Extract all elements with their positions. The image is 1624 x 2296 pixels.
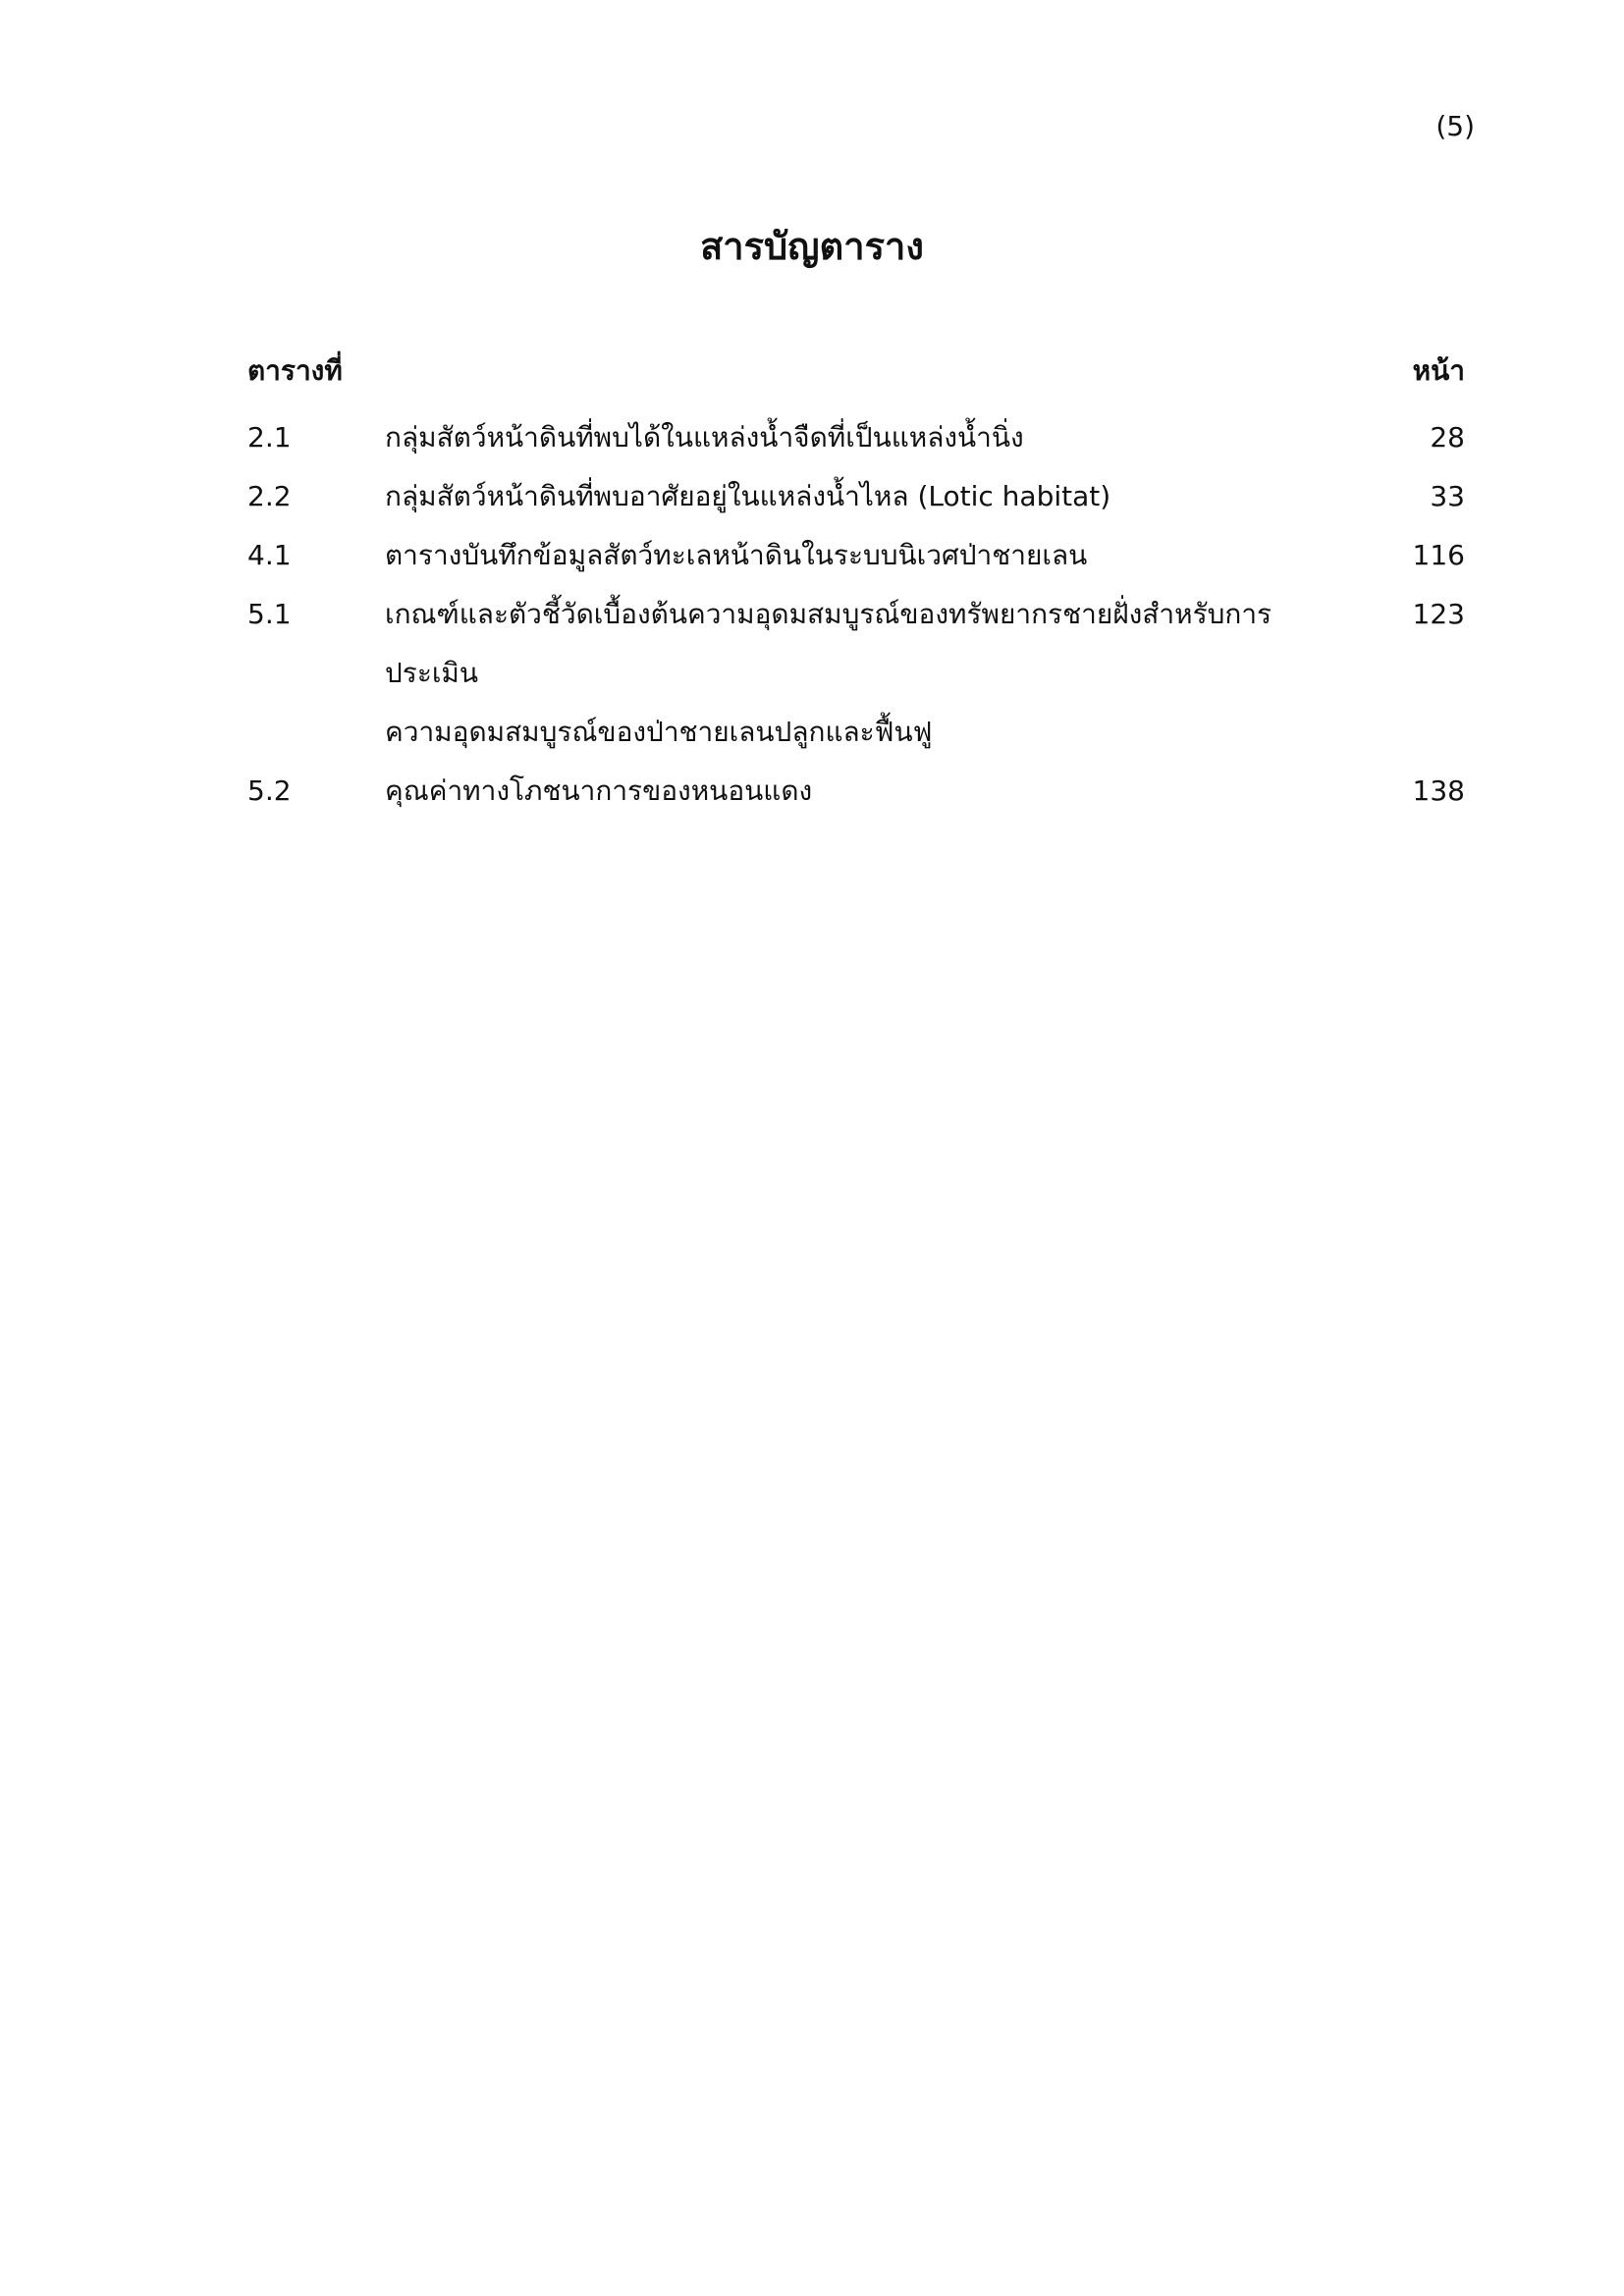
toc-row-title-line: กลุ่มสัตว์หน้าดินที่พบอาศัยอยู่ในแหล่งน้ำไหล (Lotic habitat) xyxy=(385,480,1111,512)
toc-row-page: 116 xyxy=(1412,539,1465,571)
toc-row-page: 123 xyxy=(1412,598,1465,630)
toc-row[interactable] xyxy=(247,585,1465,762)
toc-row[interactable] xyxy=(247,467,1465,526)
toc-row-title-line: คุณค่าทางโภชนาการของหนอนแดง xyxy=(385,774,813,807)
toc-row-title xyxy=(385,762,1367,821)
toc-row-title xyxy=(385,526,1367,585)
toc-row-title xyxy=(385,585,1367,762)
toc-row-title-line: กลุ่มสัตว์หน้าดินที่พบได้ในแหล่งน้ำจืดที่เป็นแหล่งน้ำนิ่ง xyxy=(385,421,1024,454)
toc-rows xyxy=(247,408,1465,821)
toc-row-title-line: ความอุดมสมบูรณ์ของป่าชายเลนปลูกและฟื้นฟู xyxy=(385,716,933,748)
table-number-heading: ตารางที่ xyxy=(247,354,343,387)
toc-row[interactable] xyxy=(247,526,1465,585)
toc-row-title-line: ตารางบันทึกข้อมูลสัตว์ทะเลหน้าดินในระบบนิเวศป่าชายเลน xyxy=(385,539,1088,571)
toc-row[interactable] xyxy=(247,408,1465,467)
page-title: สารบัญตาราง xyxy=(700,225,924,268)
toc-header xyxy=(247,349,1465,389)
toc-row-number: 5.1 xyxy=(247,598,292,630)
toc-row-page: 28 xyxy=(1430,421,1465,454)
toc-row-number: 2.1 xyxy=(247,421,292,454)
toc-row-number: 5.2 xyxy=(247,774,292,807)
toc-row-number: 2.2 xyxy=(247,480,292,512)
toc-row-title xyxy=(385,408,1367,467)
table-of-tables xyxy=(247,349,1465,821)
toc-row-page: 138 xyxy=(1412,774,1465,807)
page-heading: หน้า xyxy=(1412,354,1465,387)
toc-row-page: 33 xyxy=(1430,480,1465,512)
toc-row-number: 4.1 xyxy=(247,539,292,571)
toc-row-title-line: เกณฑ์และตัวชี้วัดเบื้องต้นความอุดมสมบูรณ์ของทรัพยากรชายฝั่งสำหรับการประเมิน xyxy=(385,598,1272,689)
toc-row-title xyxy=(385,467,1367,526)
page-number: (5) xyxy=(1435,110,1475,142)
toc-row[interactable] xyxy=(247,762,1465,821)
